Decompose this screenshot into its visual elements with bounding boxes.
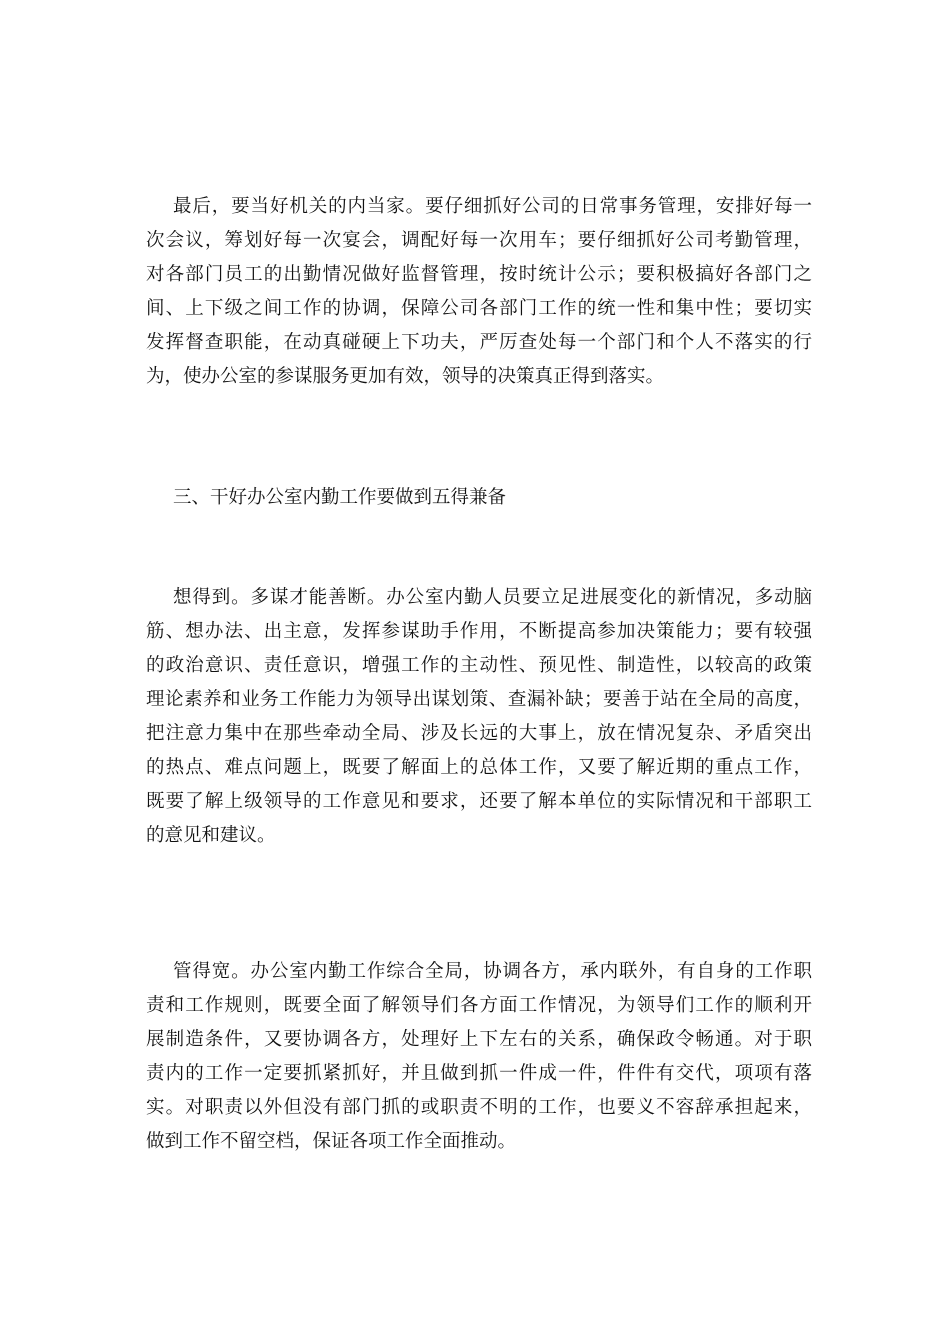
- text-line: 为，使办公室的参谋服务更加有效，领导的决策真正得到落实。: [146, 366, 665, 387]
- text-line: 责内的工作一定要抓紧抓好，并且做到抓一件成一件，件件有交代，项项有落: [146, 1063, 812, 1084]
- paragraph-manage-broadly: [146, 955, 812, 1159]
- text-line: 的热点、难点问题上，既要了解面上的总体工作，又要了解近期的重点工作，: [146, 757, 812, 778]
- text-line: 展制造条件，又要协调各方，处理好上下左右的关系，确保政令畅通。对于职: [146, 1029, 812, 1050]
- text-line: 的政治意识、责任意识，增强工作的主动性、预见性、制造性，以较高的政策: [146, 655, 812, 676]
- text-line: 最后，要当好机关的内当家。要仔细抓好公司的日常事务管理，安排好每一: [173, 196, 812, 217]
- text-line: 想得到。多谋才能善断。办公室内勤人员要立足进展变化的新情况，多动脑: [173, 587, 812, 608]
- text-line: 把注意力集中在那些牵动全局、涉及长远的大事上，放在情况复杂、矛盾突出: [146, 723, 812, 744]
- text-line: 理论素养和业务工作能力为领导出谋划策、查漏补缺；要善于站在全局的高度，: [146, 689, 812, 710]
- text-line: 做到工作不留空档，保证各项工作全面推动。: [146, 1131, 517, 1152]
- section-heading: [146, 481, 812, 515]
- paragraph-office-housekeeping: [146, 190, 812, 394]
- text-line: 筋、想办法、出主意，发挥参谋助手作用，不断提高参加决策能力；要有较强: [146, 621, 812, 642]
- text-line: 的意见和建议。: [146, 825, 276, 846]
- text-line: 间、上下级之间工作的协调，保障公司各部门工作的统一性和集中性；要切实: [146, 298, 812, 319]
- text-line: 管得宽。办公室内勤工作综合全局，协调各方，承内联外，有自身的工作职: [173, 961, 812, 982]
- text-line: 既要了解上级领导的工作意见和要求，还要了解本单位的实际情况和干部职工: [146, 791, 812, 812]
- text-line: 责和工作规则，既要全面了解领导们各方面工作情况，为领导们工作的顺利开: [146, 995, 812, 1016]
- text-line: 次会议，筹划好每一次宴会，调配好每一次用车；要仔细抓好公司考勤管理，: [146, 230, 812, 251]
- text-line: 发挥督查职能，在动真碰硬上下功夫，严厉查处每一个部门和个人不落实的行: [146, 332, 812, 353]
- text-line: 对各部门员工的出勤情况做好监督管理，按时统计公示；要积极搞好各部门之: [146, 264, 812, 285]
- heading-text: 三、干好办公室内勤工作要做到五得兼备: [173, 487, 507, 508]
- text-line: 实。对职责以外但没有部门抓的或职责不明的工作，也要义不容辞承担起来，: [146, 1097, 812, 1118]
- paragraph-think-ahead: [146, 581, 812, 853]
